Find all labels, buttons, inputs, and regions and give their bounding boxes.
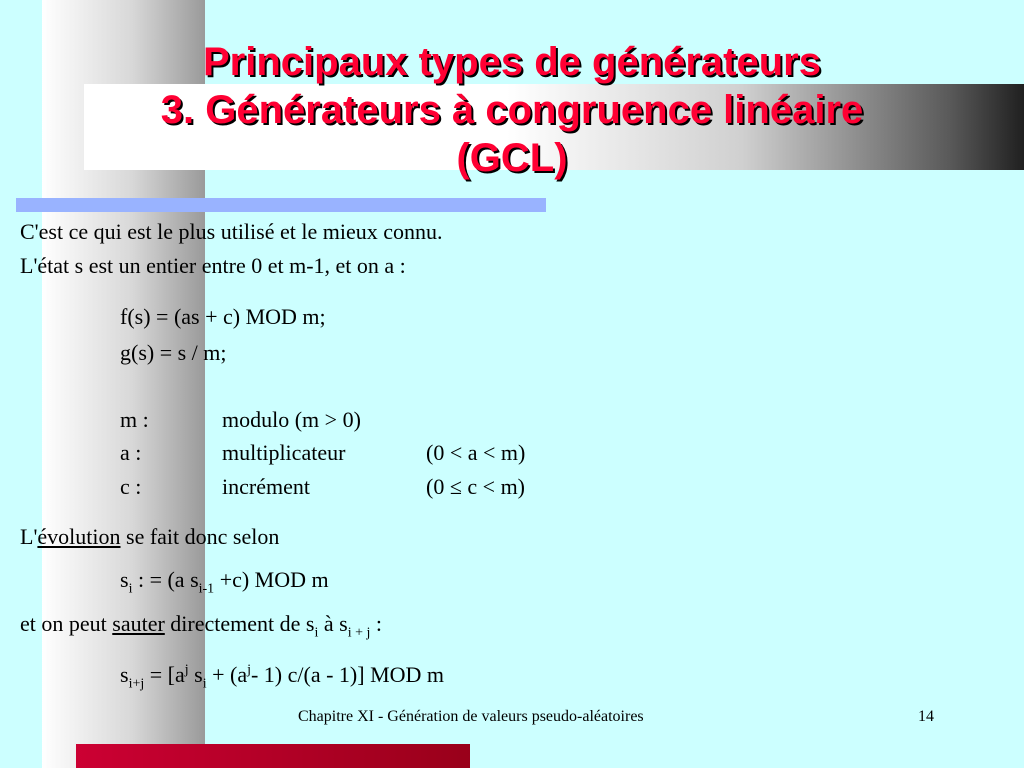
jf-sup-j-1: j [184,662,189,678]
title-line-1: Principaux types de générateurs [202,40,821,84]
jf-sub-i: i [202,676,207,692]
title-underline-bar [16,198,546,212]
title-line-2: 3. Générateurs à congruence linéaire [160,88,864,132]
decorative-red-bar [76,744,470,768]
formula-g: g(s) = s / m; [120,340,227,365]
rec-end: +c) MOD m [214,567,329,592]
jump-word: sauter [112,611,165,636]
rec-s: s [120,567,129,592]
jf-part-4: - 1) c/(a - 1)] MOD m [250,662,445,687]
jf-sub-ij: i+j [128,676,145,692]
param-a-desc: multiplicateur [222,440,346,465]
jf-sup-j-2: j [247,662,251,678]
jf-part-3: + (a [206,662,248,687]
param-m-desc: modulo (m > 0) [222,407,361,432]
evolution-line [20,524,279,550]
param-a-name: a : [120,440,142,465]
intro-line-1: C'est ce qui est le plus utilisé et le mieux connu. [20,219,443,244]
evolution-suffix: se fait donc selon [120,524,280,549]
param-m-name: m : [120,407,149,432]
jump-sub-i: i [314,625,319,641]
jump-sub-ij: i + j [347,625,371,641]
footer-chapter-title: Chapitre XI - Génération de valeurs pseudo-aléatoires [298,708,644,725]
page-number: 14 [918,708,934,725]
param-c-constraint: (0 ≤ c < m) [426,474,526,499]
rec-mid: : = (a s [132,567,199,592]
evolution-word: évolution [37,524,121,549]
jf-part-2: s [188,662,203,687]
rec-sub-i: i [128,581,133,597]
rec-sub-im1: i-1 [198,581,215,597]
param-c-name: c : [120,474,142,499]
jf-part-1: = [a [144,662,185,687]
jump-a: à s [318,611,348,636]
jump-formula [120,662,445,692]
param-c-desc: incrément [222,474,310,499]
evolution-prefix: L' [20,524,38,549]
param-a-constraint: (0 < a < m) [426,440,526,465]
formula-f: f(s) = (as + c) MOD m; [120,304,326,329]
intro-line-2: L'état s est un entier entre 0 et m-1, et on a : [20,253,406,278]
title-line-3: (GCL) [456,136,568,180]
jump-line [20,611,382,641]
recurrence-formula [120,567,329,597]
jf-s: s [120,662,129,687]
slide-title [0,38,1024,182]
jump-end: : [370,611,382,636]
jump-mid: directement de s [164,611,315,636]
jump-prefix: et on peut [20,611,113,636]
